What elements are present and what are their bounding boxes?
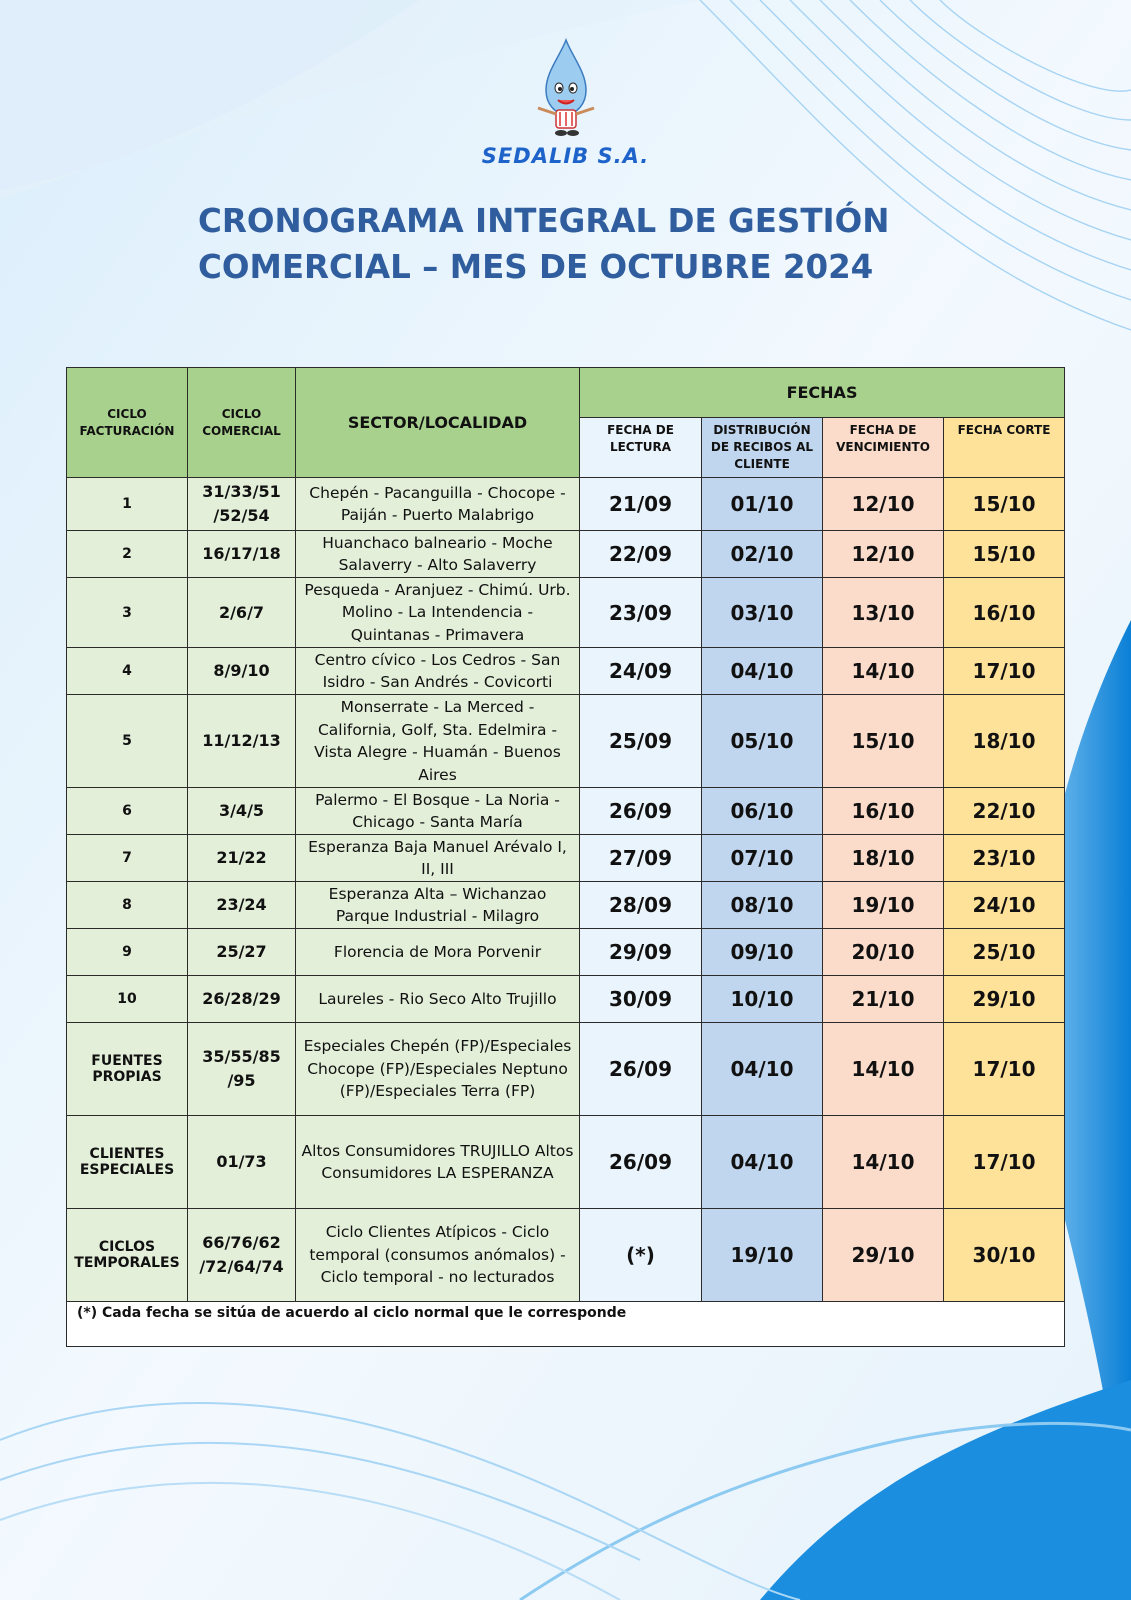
cell-corte: 29/10 [944, 976, 1065, 1023]
cell-comercial: 25/27 [188, 929, 296, 976]
cell-corte: 18/10 [944, 695, 1065, 788]
title-line-2: COMERCIAL – MES DE OCTUBRE 2024 [198, 248, 874, 286]
cell-lectura: 26/09 [580, 1116, 702, 1209]
cell-distribucion: 01/10 [702, 478, 823, 531]
cell-lectura: 30/09 [580, 976, 702, 1023]
cell-vencimiento: 13/10 [823, 578, 944, 648]
cell-sector: Huanchaco balneario - Moche Salaverry - Alto Salaverry [296, 531, 580, 578]
cell-distribucion: 08/10 [702, 882, 823, 929]
cell-lectura: 25/09 [580, 695, 702, 788]
table-row [67, 648, 1065, 695]
cell-ciclo: 1 [67, 478, 188, 531]
cell-lectura: 21/09 [580, 478, 702, 531]
cell-ciclo: CICLOS TEMPORALES [67, 1209, 188, 1302]
table-row [67, 882, 1065, 929]
cell-distribucion: 19/10 [702, 1209, 823, 1302]
cell-distribucion: 06/10 [702, 788, 823, 835]
schedule-table [66, 367, 1065, 1347]
cell-comercial: 35/55/85 /95 [188, 1023, 296, 1116]
cell-corte: 24/10 [944, 882, 1065, 929]
cell-sector: Esperanza Baja Manuel Arévalo I, II, III [296, 835, 580, 882]
cell-comercial: 8/9/10 [188, 648, 296, 695]
cell-corte: 15/10 [944, 531, 1065, 578]
table-row [67, 1209, 1065, 1302]
cell-lectura: (*) [580, 1209, 702, 1302]
header-ciclo-comercial: CICLO COMERCIAL [188, 368, 296, 478]
cell-sector: Palermo - El Bosque - La Noria - Chicago - Santa María [296, 788, 580, 835]
title-line-1: CRONOGRAMA INTEGRAL DE GESTIÓN [198, 202, 890, 240]
cell-distribucion: 04/10 [702, 1023, 823, 1116]
cell-ciclo: 9 [67, 929, 188, 976]
header-fechas: FECHAS [580, 368, 1065, 418]
cell-ciclo: 6 [67, 788, 188, 835]
mascot-logo [530, 38, 602, 138]
cell-vencimiento: 18/10 [823, 835, 944, 882]
table-row [67, 695, 1065, 788]
cell-comercial: 3/4/5 [188, 788, 296, 835]
page-title [198, 198, 889, 290]
cell-vencimiento: 16/10 [823, 788, 944, 835]
cell-comercial: 16/17/18 [188, 531, 296, 578]
cell-ciclo: 4 [67, 648, 188, 695]
table-row [67, 578, 1065, 648]
cell-sector: Chepén - Pacanguilla - Chocope - Paiján - Puerto Malabrigo [296, 478, 580, 531]
footnote: (*) Cada fecha se sitúa de acuerdo al ciclo normal que le corresponde [67, 1302, 1065, 1347]
cell-sector: Centro cívico - Los Cedros - San Isidro - San Andrés - Covicorti [296, 648, 580, 695]
table-row [67, 1023, 1065, 1116]
cell-ciclo: 10 [67, 976, 188, 1023]
cell-vencimiento: 21/10 [823, 976, 944, 1023]
cell-distribucion: 05/10 [702, 695, 823, 788]
header-sector-localidad: SECTOR/LOCALIDAD [296, 368, 580, 478]
cell-comercial: 11/12/13 [188, 695, 296, 788]
cell-distribucion: 02/10 [702, 531, 823, 578]
cell-distribucion: 07/10 [702, 835, 823, 882]
header-fecha-lectura: FECHA DE LECTURA [580, 418, 702, 478]
cell-sector: Ciclo Clientes Atípicos - Ciclo temporal (consumos anómalos) - Ciclo temporal - no lecturados [296, 1209, 580, 1302]
cell-ciclo: 5 [67, 695, 188, 788]
header-fecha-vencimiento: FECHA DE VENCIMIENTO [823, 418, 944, 478]
cell-sector: Esperanza Alta – Wichanzao Parque Industrial - Milagro [296, 882, 580, 929]
table-row [67, 478, 1065, 531]
cell-vencimiento: 20/10 [823, 929, 944, 976]
cell-sector: Monserrate - La Merced - California, Golf, Sta. Edelmira - Vista Alegre - Huamán - Buenos Aires [296, 695, 580, 788]
cell-comercial: 01/73 [188, 1116, 296, 1209]
cell-vencimiento: 12/10 [823, 531, 944, 578]
cell-vencimiento: 29/10 [823, 1209, 944, 1302]
cell-corte: 17/10 [944, 1116, 1065, 1209]
cell-comercial: 21/22 [188, 835, 296, 882]
cell-sector: Especiales Chepén (FP)/Especiales Chocope (FP)/Especiales Neptuno (FP)/Especiales Terra (FP) [296, 1023, 580, 1116]
cell-corte: 17/10 [944, 1023, 1065, 1116]
cell-vencimiento: 15/10 [823, 695, 944, 788]
cell-corte: 16/10 [944, 578, 1065, 648]
cell-vencimiento: 14/10 [823, 648, 944, 695]
header-ciclo-facturacion: CICLO FACTURACIÓN [67, 368, 188, 478]
cell-comercial: 23/24 [188, 882, 296, 929]
cell-vencimiento: 19/10 [823, 882, 944, 929]
cell-lectura: 26/09 [580, 788, 702, 835]
cell-lectura: 27/09 [580, 835, 702, 882]
cell-ciclo: 7 [67, 835, 188, 882]
cell-distribucion: 09/10 [702, 929, 823, 976]
cell-sector: Pesqueda - Aranjuez - Chimú. Urb. Molino - La Intendencia - Quintanas - Primavera [296, 578, 580, 648]
cell-lectura: 26/09 [580, 1023, 702, 1116]
brand-name: SEDALIB S.A. [481, 144, 650, 168]
cell-corte: 30/10 [944, 1209, 1065, 1302]
table-row [67, 788, 1065, 835]
cell-lectura: 23/09 [580, 578, 702, 648]
cell-comercial: 31/33/51 /52/54 [188, 478, 296, 531]
cell-ciclo: 8 [67, 882, 188, 929]
header-fecha-corte: FECHA CORTE [944, 418, 1065, 478]
cell-vencimiento: 14/10 [823, 1023, 944, 1116]
cell-lectura: 22/09 [580, 531, 702, 578]
cell-vencimiento: 14/10 [823, 1116, 944, 1209]
cell-comercial: 26/28/29 [188, 976, 296, 1023]
cell-ciclo: 2 [67, 531, 188, 578]
cell-corte: 23/10 [944, 835, 1065, 882]
cell-lectura: 29/09 [580, 929, 702, 976]
cell-vencimiento: 12/10 [823, 478, 944, 531]
cell-comercial: 2/6/7 [188, 578, 296, 648]
header-distribucion: DISTRIBUCIÓN DE RECIBOS AL CLIENTE [702, 418, 823, 478]
footnote-row [67, 1302, 1065, 1347]
table-row [67, 976, 1065, 1023]
cell-lectura: 24/09 [580, 648, 702, 695]
cell-distribucion: 10/10 [702, 976, 823, 1023]
cell-corte: 22/10 [944, 788, 1065, 835]
cell-ciclo: 3 [67, 578, 188, 648]
cell-corte: 15/10 [944, 478, 1065, 531]
table-row [67, 835, 1065, 882]
cell-sector: Florencia de Mora Porvenir [296, 929, 580, 976]
cell-ciclo: CLIENTES ESPECIALES [67, 1116, 188, 1209]
cell-corte: 25/10 [944, 929, 1065, 976]
cell-distribucion: 04/10 [702, 1116, 823, 1209]
table-row [67, 531, 1065, 578]
cell-corte: 17/10 [944, 648, 1065, 695]
cell-ciclo: FUENTES PROPIAS [67, 1023, 188, 1116]
cell-lectura: 28/09 [580, 882, 702, 929]
cell-distribucion: 03/10 [702, 578, 823, 648]
cell-distribucion: 04/10 [702, 648, 823, 695]
cell-sector: Laureles - Rio Seco Alto Trujillo [296, 976, 580, 1023]
cell-sector: Altos Consumidores TRUJILLO Altos Consumidores LA ESPERANZA [296, 1116, 580, 1209]
table-row [67, 929, 1065, 976]
table-row [67, 1116, 1065, 1209]
cell-comercial: 66/76/62 /72/64/74 [188, 1209, 296, 1302]
